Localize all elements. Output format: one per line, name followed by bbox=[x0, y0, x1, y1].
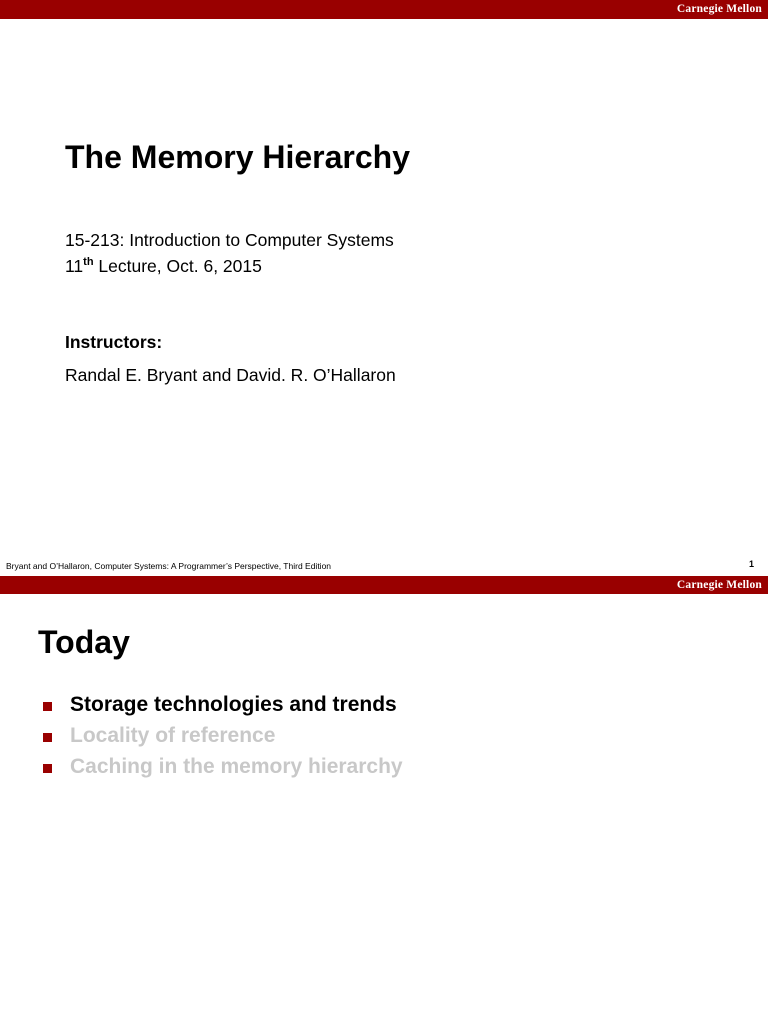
square-bullet-icon bbox=[43, 733, 52, 742]
slide-title: The Memory Hierarchy bbox=[65, 139, 411, 175]
agenda-item-label: Locality of reference bbox=[70, 724, 276, 747]
course-name: 15-213: Introduction to Computer Systems bbox=[65, 230, 394, 250]
page-number: 1 bbox=[748, 559, 754, 569]
slide-2 bbox=[0, 576, 768, 1024]
agenda-item-storage bbox=[40, 692, 403, 723]
agenda-item-caching bbox=[40, 754, 403, 785]
square-bullet-icon bbox=[43, 702, 52, 711]
lecture-info bbox=[65, 255, 262, 277]
header-bar bbox=[0, 576, 768, 594]
lecture-ordinal-suffix: th bbox=[83, 256, 94, 268]
brand-label: Carnegie Mellon bbox=[676, 3, 762, 15]
agenda-list bbox=[40, 692, 403, 785]
lecture-number: 11 bbox=[65, 256, 84, 276]
slide-title: Today bbox=[38, 624, 130, 660]
instructors-label: Instructors: bbox=[65, 332, 163, 352]
instructors-names: Randal E. Bryant and David. R. O’Hallaron bbox=[65, 365, 396, 385]
agenda-item-label: Caching in the memory hierarchy bbox=[70, 755, 403, 778]
header-bar bbox=[0, 0, 768, 19]
footer-citation: Bryant and O’Hallaron, Computer Systems: A Programmer’s Perspective, Third Edition bbox=[6, 561, 332, 571]
agenda-item-label: Storage technologies and trends bbox=[70, 693, 397, 716]
brand-label: Carnegie Mellon bbox=[676, 579, 762, 591]
agenda-item-locality bbox=[40, 723, 403, 754]
lecture-date: Lecture, Oct. 6, 2015 bbox=[93, 256, 262, 276]
square-bullet-icon bbox=[43, 764, 52, 773]
